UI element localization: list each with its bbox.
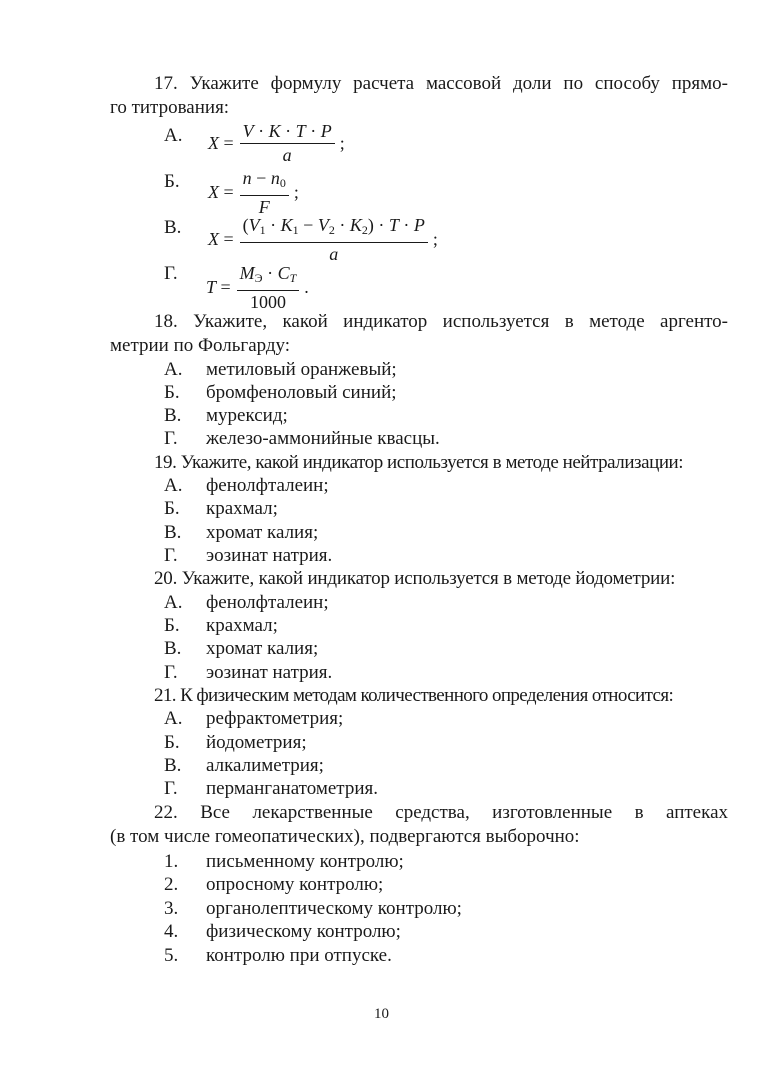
question-22-line1: 22. Все лекарственные средства, изготовленные в аптеках [154,802,728,823]
question-22-line2: (в том числе гомеопатических), подвергаются выборочно: [110,826,580,847]
question-18-line1: 18. Укажите, какой индикатор используется в методе аргенто- [154,311,728,332]
option-19-a: А. фенолфталеин; [164,475,329,496]
option-21-d: Г. перманганатометрия. [164,778,378,799]
question-20: 20. Укажите, какой индикатор используется в методе йодометрии: [154,568,676,589]
option-21-c: В. алкалиметрия; [164,755,324,776]
option-20-c: В. хромат калия; [164,638,319,659]
option-19-d: Г. эозинат натрия. [164,545,333,566]
question-18 [110,310,728,358]
formula-17-b: X = $\frac{n - n_0}{F}$ ; [208,168,299,217]
formula-17-c: X = $\frac{(V_1 \cdot K_1 - V_2 \cdot K_2) \cdot T \cdot P}{a}$ ; [208,215,438,264]
option-17-c-label: В. [164,217,182,238]
question-22 [110,801,728,849]
formula-17-a: X = $\frac{V \cdot K \cdot T \cdot P}{a}$ ; [208,121,345,165]
option-18-c: В. мурексид; [164,405,288,426]
option-20-d: Г. эозинат натрия. [164,662,333,683]
option-17-d-label: Г. [164,263,178,284]
option-18-d: Г. железо-аммонийные квасцы. [164,428,440,449]
question-17-line2: го титрования: [110,97,230,118]
option-19-b: Б. крахмал; [164,498,278,519]
option-20-b: Б. крахмал; [164,615,278,636]
formula-17-d: T = $\frac{M_Э \cdot C_T}{1000}$ . [206,263,309,312]
question-17 [110,72,728,120]
option-21-a: А. рефрактометрия; [164,708,344,729]
option-19-c: В. хромат калия; [164,522,319,543]
question-19: 19. Укажите, какой индикатор используется в методе нейтрализации: [154,452,684,473]
option-22-4: 4. физическому контролю; [164,921,401,942]
option-18-b: Б. бромфеноловый синий; [164,382,397,403]
option-22-5: 5. контролю при отпуске. [164,945,392,966]
question-18-line2: метрии по Фольгарду: [110,335,291,356]
option-22-3: 3. органолептическому контролю; [164,898,462,919]
page-number: 10 [374,1006,389,1022]
option-17-b-label: Б. [164,171,180,192]
option-18-a: А. метиловый оранжевый; [164,359,397,380]
option-22-1: 1. письменному контролю; [164,851,404,872]
option-22-2: 2. опросному контролю; [164,874,384,895]
option-21-b: Б. йодометрия; [164,732,307,753]
question-21: 21. К физическим методам количественного определения относится: [154,685,674,706]
option-17-a-label: А. [164,125,183,146]
question-17-line1: 17. Укажите формулу расчета массовой доли по способу прямо- [154,73,728,94]
option-20-a: А. фенолфталеин; [164,592,329,613]
